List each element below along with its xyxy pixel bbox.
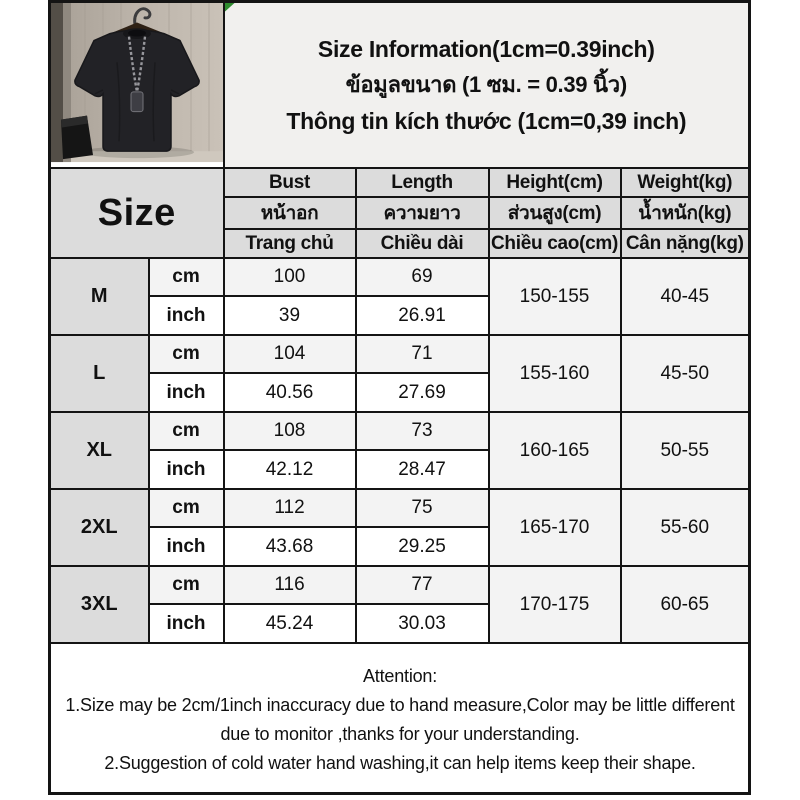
attention-cell (50, 643, 750, 793)
bust-cm-value: 100 (224, 258, 356, 296)
bust-inch-value: 42.12 (224, 450, 356, 489)
bust-inch-value: 45.24 (224, 604, 356, 643)
unit-inch-label: inch (149, 450, 224, 489)
size-row-label: XL (50, 412, 149, 489)
col-header-height-en: Height(cm) (489, 168, 621, 197)
col-header-height-vi: Chiều cao(cm) (489, 229, 621, 258)
length-cm-value: 77 (356, 566, 489, 604)
bust-inch-value: 40.56 (224, 373, 356, 412)
length-inch-value: 29.25 (356, 527, 489, 566)
attention-heading: Attention: (362, 665, 438, 686)
necklace-pendant (131, 92, 143, 112)
col-header-bust-en: Bust (224, 168, 356, 197)
product-photo (51, 3, 223, 167)
height-range-value: 165-170 (489, 489, 621, 566)
title-thai: ข้อมูลขนาด (1 ซม. = 0.39 นิ้ว) (345, 72, 627, 97)
bust-cm-value: 108 (224, 412, 356, 450)
attention-note-1b: due to monitor ,thanks for your understanding. (220, 723, 580, 744)
size-row-label: L (50, 335, 149, 412)
col-header-weight-th: น้ำหนัก(kg) (621, 197, 750, 229)
height-range-value: 160-165 (489, 412, 621, 489)
title-english: Size Information(1cm=0.39inch) (317, 36, 655, 62)
unit-inch-label: inch (149, 604, 224, 643)
height-range-value: 150-155 (489, 258, 621, 335)
weight-range-value: 55-60 (621, 489, 750, 566)
attention-note-1a: 1.Size may be 2cm/1inch inaccuracy due to hand measure,Color may be little different (65, 694, 735, 715)
col-header-bust-vi: Trang chủ (224, 229, 356, 258)
length-inch-value: 30.03 (356, 604, 489, 643)
length-cm-value: 69 (356, 258, 489, 296)
green-corner-flag-icon (225, 3, 235, 12)
size-row-label: 3XL (50, 566, 149, 643)
bust-cm-value: 116 (224, 566, 356, 604)
wall-corner-dark-strip (51, 3, 63, 167)
length-cm-value: 75 (356, 489, 489, 527)
length-inch-value: 26.91 (356, 296, 489, 335)
col-header-weight-vi: Cân nặng(kg) (621, 229, 750, 258)
title-cell (224, 2, 750, 169)
col-header-length-en: Length (356, 168, 489, 197)
unit-cm-label: cm (149, 412, 224, 450)
size-table (48, 0, 751, 795)
bust-inch-value: 39 (224, 296, 356, 335)
size-corner-cell (50, 168, 224, 258)
size-row-label: M (50, 258, 149, 335)
col-header-length-vi: Chiều dài (356, 229, 489, 258)
unit-inch-label: inch (149, 296, 224, 335)
length-cm-value: 73 (356, 412, 489, 450)
length-cm-value: 71 (356, 335, 489, 373)
size-information-sheet (48, 0, 748, 795)
weight-range-value: 60-65 (621, 566, 750, 643)
size-row-label: 2XL (50, 489, 149, 566)
size-corner-label: Size (97, 191, 176, 234)
height-range-value: 170-175 (489, 566, 621, 643)
length-inch-value: 27.69 (356, 373, 489, 412)
weight-range-value: 45-50 (621, 335, 750, 412)
weight-range-value: 40-45 (621, 258, 750, 335)
unit-cm-label: cm (149, 335, 224, 373)
title-vietnamese: Thông tin kích thước (1cm=0,39 inch) (286, 108, 687, 134)
unit-inch-label: inch (149, 373, 224, 412)
unit-inch-label: inch (149, 527, 224, 566)
col-header-length-th: ความยาว (356, 197, 489, 229)
product-photo-cell (50, 2, 224, 169)
attention-note-2: 2.Suggestion of cold water hand washing,it can help items keep their shape. (104, 752, 696, 773)
col-header-weight-en: Weight(kg) (621, 168, 750, 197)
bust-inch-value: 43.68 (224, 527, 356, 566)
length-inch-value: 28.47 (356, 450, 489, 489)
col-header-bust-th: หน้าอก (224, 197, 356, 229)
unit-cm-label: cm (149, 489, 224, 527)
weight-range-value: 50-55 (621, 412, 750, 489)
col-header-height-th: ส่วนสูง(cm) (489, 197, 621, 229)
height-range-value: 155-160 (489, 335, 621, 412)
bust-cm-value: 104 (224, 335, 356, 373)
unit-cm-label: cm (149, 258, 224, 296)
bust-cm-value: 112 (224, 489, 356, 527)
unit-cm-label: cm (149, 566, 224, 604)
